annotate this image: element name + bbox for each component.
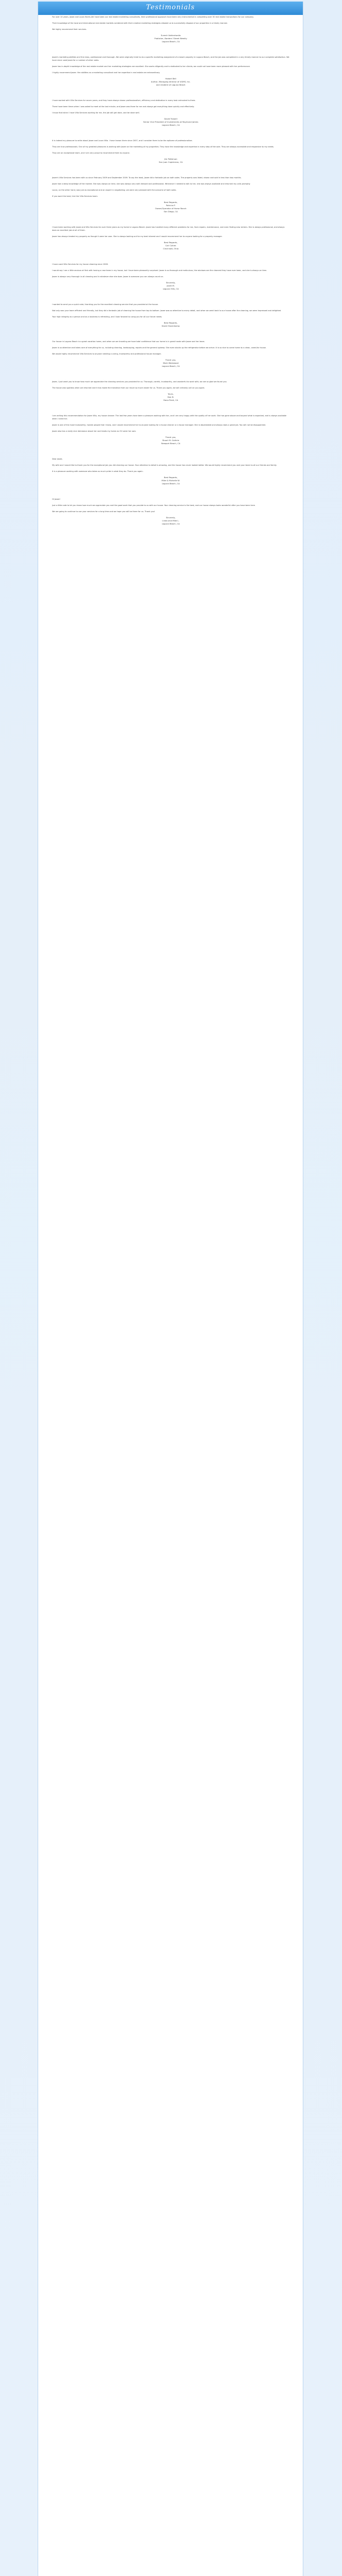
testimonial-paragraph: It is a pleasure working with someone who takes so much pride in what they do. Thank you again. [52,470,143,472]
testimonial-entry [52,56,289,87]
signature-line: Dana Point, CA [163,399,178,401]
signature-line: Best Regards, [164,241,178,244]
signature-line: Patricia P. [166,204,176,207]
testimonial-entry [52,226,289,250]
testimonial-paragraph: There have been times when I was asked to meet at the last minute, and Josee was there for me and always got everything done quickly and effectively. [52,106,194,108]
signature-line: David Trowell [164,117,177,120]
testimonial-signature [52,393,289,402]
testimonial-entry [52,414,289,445]
testimonial-paragraph: We are going to continue to use your services for a long time and we hope you will be there for us. Thank you! [52,511,155,513]
testimonial-entry [52,303,289,328]
testimonial-paragraph: Josee's Villa Services has been with us since February 2009 and September 2009. To say the least, Josee did a fantastic job on both sales. The property was listed, shown and sold in less than two months. [52,177,242,179]
testimonials-list [52,15,289,538]
testimonial-paragraph: Josee had a deep knowledge of the market. She was always on time, she was always very well dressed and professional. Whenever I needed to talk to her, she was always available and returned my calls promptly. [52,183,251,185]
testimonial-entry [52,340,289,368]
testimonial-paragraph: Josee, I just want you to know how much we appreciate the cleaning services you provided for us. Thorough, careful, trustworthy, and wonderful to work with, we are so glad we found you. [52,381,227,383]
signature-line: Laguna Beach, CA [161,40,180,43]
testimonial-paragraph: I know that when I have Villa Services working for me, the job will get done, and be done well. [52,112,140,114]
testimonial-signature [52,201,289,213]
testimonial-paragraph: We highly recommend their services. [52,28,87,30]
signature-line: Stuart M. Guthrie [162,439,180,442]
testimonial-signature [52,476,289,485]
signature-line: Hobart Bell [165,77,176,80]
testimonial-paragraph: For over 10 years, Josee and Laura Harris-Ahl have been our real estate marketing consultants, their professional approach have been very instrumental in completing over 30 real estate transactions for our company. [52,16,254,18]
signature-line: Yours, [168,393,174,395]
testimonial-entry [52,99,289,127]
testimonial-signature [52,158,289,164]
page-title: Testimonials [146,4,195,11]
signature-line: Cincinnati, Ohio [162,247,179,250]
signature-line: Laguna Beach, CA [161,365,180,367]
testimonial-signature [52,281,289,291]
testimonial-paragraph: They are an exceptional team, and I am very proud to recommend them to anyone. [52,152,130,154]
signature-line: Mark Westwood [162,362,179,364]
signature-line: Laguna Beach, CA [161,482,180,485]
testimonial-entry [52,263,289,291]
signature-line: Thank you, [165,436,176,438]
signature-line: Suresh Vakhariwalla [160,34,181,37]
signature-line: Author, Managing director of UGMS, Inc. [151,80,191,83]
testimonial-paragraph: I highly recommend Josee. Her abilities as a marketing consultant and her expertise in real estate are extraordinary. [52,72,160,74]
signature-line: Dan B. [167,396,174,398]
signature-line: Carl Cohen [165,244,176,247]
signature-line: Sincerely, [166,281,176,284]
testimonial-paragraph: Their knowledge of the local and international real estate markets combined with their creative marketing strategies allowed us to successfully dispose of our properties in a timely manner. [52,22,228,24]
testimonial-signature [52,516,289,526]
testimonial-paragraph: They are true professionals. One of my greatest pleasures is working with Josee on the marketing of my properties. They have the knowledge and expertise in every step of the sale. They are always accessible and responsive to my needs. [52,146,274,148]
testimonial-signature [52,436,289,445]
testimonial-paragraph: Dear Josee, [52,458,63,460]
signature-line: Mike & Michelle W. [161,479,180,482]
signature-line: Owner/Operator of Horse Ranch [155,207,187,210]
content-frame [38,2,303,2576]
testimonial-paragraph: Josee's marketing abilities are first class, professional and thorough. We were originally hired to do a specific marketing assignment of a beach property in Laguna Beach, and the job was completed in a very timely manner to our complete satisfaction. We have since used Josee for a number of other sales. [52,56,289,61]
testimonial-paragraph: Hi Josee! [52,498,60,500]
signature-line: Sincerely, [166,516,176,519]
testimonial-paragraph: I have used Villa Services for my house cleaning since 2006. [52,263,108,265]
testimonial-paragraph: Josee is always very thorough in all cleaning and in whatever else she does. Josee is someone you can always count on. [52,276,164,278]
testimonial-signature [52,77,289,87]
testimonial-signature [52,241,289,250]
testimonial-paragraph: I have worked with Villa Services for seven years, and they have always shown professionalism, efficiency and dedication in every task entrusted to them. [52,99,196,101]
signature-line: and resident of Laguna Beach [156,83,186,86]
testimonial-entry [52,15,289,43]
testimonial-paragraph: I have been working with Josee and Villa Services for over three years as my home is Laguna Beach. Josee has handled many different problems for me, from repairs, maintenance, and even finding new renters. She is always professional, and always does an excellent job at all of them. [52,226,285,231]
testimonial-paragraph: It is indeed my pleasure to write about Josee and Laura Villa. I have known them since 2007, and I consider them to be the epitome of professionalism. [52,140,193,142]
testimonial-paragraph: I am writing this recommendation for Josee Villa, my house cleaner. The last few years have been a pleasure working with her, and I am very happy with the quality of her work. She has gone above and beyond what is expected, and is always available when I need her. [52,415,287,420]
testimonial-paragraph: Our house in Laguna Beach is a great vacation home, and when we are traveling we have total confidence that our home is in great hands with Josee and her team. [52,341,205,343]
signature-line: Best Regards, [164,321,178,324]
signature-line: Thank you, [165,359,176,361]
testimonial-paragraph: My wife and I would like to thank you for the exceptional job you did cleaning our house. Your attention to detail is amazing, and the house has never looked better. We would highly recommend you and your team to all our friends and family. [52,464,277,466]
signature-line: Laguna Beach, CA [161,522,180,525]
testimonial-signature [52,321,289,328]
signature-line: Laguna Hills, CA [162,287,179,290]
testimonial-paragraph: Your high integrity as a person and as a business is refreshing, and I look forward to using you for all our future needs. [52,316,162,318]
testimonial-paragraph: Josee has in-depth knowledge of the real estate market and her marketing strategies are excellent. She works diligently and is dedicated to her clients; we could not have been more pleased with her performance. [52,65,251,67]
signature-line: Best Regards, [164,476,178,479]
testimonial-entry [52,498,289,526]
testimonial-entry [52,457,289,485]
signature-line: Laguna Beach, CA [161,124,180,126]
testimonial-paragraph: Josee has always treated my property as though it were her own. She is always looking out for my best interest and I would recommend her to anyone looking for a property manager. [52,235,222,238]
signature-line: Senior Vice President of Investments at Raymond James [143,121,199,123]
testimonial-entry [52,139,289,164]
signature-line: Best Regards, [164,201,178,204]
testimonial-signature [52,117,289,127]
signature-line: Publisher, Borders' Street Weekly [154,37,187,40]
testimonial-paragraph: Laura, on the other hand, was just as exceptional and an expert in negotiating; we were very pleased with the outcome of both sales. [52,189,177,191]
testimonial-paragraph: Just a little note to let you know how much we appreciate you and the good work that you provide to us with our house. Your cleaning service is the best, and our house always looks wonderful after you have been here. [52,504,256,506]
testimonial-paragraph: Josee is one of the most trustworthy, honest people that I know, and I would recommend her to anyone looking for a house cleaner or a house manager. She is dependable and always does a great job. You will not be disappointed. [52,424,266,426]
signature-line: San Diego, CA [164,210,178,213]
testimonial-entry [52,380,289,402]
testimonial-paragraph: I would say I am a little anxious at first with having a new team in my house, but I have been pleasantly surprised. Josee is so thorough and meticulous, the windows are the cleanest they have ever been, and she is always on time. [52,269,267,272]
signature-line: Jim Patterson [164,158,177,160]
testimonial-paragraph: The house was spotless when we returned and it has made the transition from our move so much easier for us. Thank you again, we will certainly call on you again. [52,387,205,389]
testimonial-paragraph: Josee is so attentive and takes care of everything for us, including cleaning, landscaping, repairs and the general upkeep. She even stocks up the refrigerator before we arrive. It is so nice to come home to a clean, cared-for house. [52,347,267,349]
signature-line: David Hovenkamp [161,325,180,327]
signature-line: San Juan Capistrano, CA [158,161,183,163]
testimonial-signature [52,34,289,43]
signature-line: Janet M. [167,284,175,287]
testimonial-paragraph: Not only was your team efficient and friendly, but they did a fantastic job of cleaning the house from top to bottom. Josee was so attentive to every detail, and when we went back to our house after the cleaning, we were impressed and delighted. [52,310,282,312]
signature-line: Newport Beach, CA [161,442,181,445]
signature-line: Linda and Mike L. [162,519,180,522]
testimonial-entry [52,176,289,213]
title-bar [38,2,303,15]
testimonial-paragraph: I wanted to send you a quick note, thanking you for the excellent cleaning service that you provided at the house. [52,303,158,306]
testimonial-paragraph: We would highly recommend Villa Services to anyone needing a caring, trustworthy and professional house manager. [52,353,161,355]
testimonial-paragraph: If you want the best, hire the Villa Services team. [52,195,98,197]
testimonial-paragraph: Josee also has a really nice demeanor about her and treats my home as if it were her own. [52,430,137,432]
testimonial-signature [52,359,289,368]
